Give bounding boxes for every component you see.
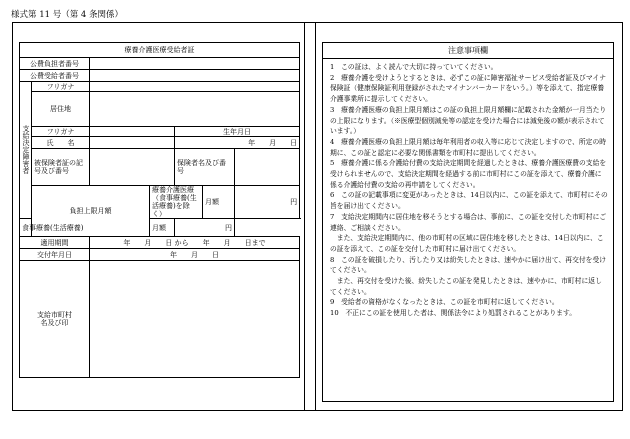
birthdate-label: 生年月日 <box>175 127 300 137</box>
medical-cap-month: 月額 <box>203 186 235 219</box>
municipality-label-text: 支給市町村名及び印 <box>37 311 72 327</box>
notice-item-9: 9 受給者の資格がなくなったときは、この証を市町村に返してください。 <box>330 298 559 307</box>
notice-item-7: 7 支給決定期間内に居住地を移そうとする場合は、事前に、この証を交付した市町村にご連絡、ご相談ください。 <box>330 212 607 232</box>
center-fold-line-left <box>304 22 305 411</box>
furigana-label-1: フリガナ <box>32 82 90 92</box>
medical-cap-label: 療養介護医療（食事療養(生活療養)を除く） <box>150 186 203 219</box>
insurer-field[interactable] <box>235 149 300 186</box>
insured-field[interactable] <box>90 149 175 186</box>
period-label: 適用期間 <box>20 237 90 249</box>
side-label <box>20 82 32 219</box>
name-label: 氏 名 <box>32 137 90 149</box>
municipality-stamp-field[interactable] <box>90 261 300 378</box>
period-field[interactable]: 年 月 日 から 年 月 日まで <box>90 237 300 249</box>
notice-item-8: 8 この証を破損したり、汚したり又は紛失したときは、速やかに届け出て、再交付を受けてください。 <box>330 255 607 275</box>
furigana-field-1[interactable] <box>90 82 300 92</box>
notice-item-5: 5 療養介護に係る介護給付費の支給決定期間を経過したときは、療養介護医療費の支給を受けられませんので、支給決定期間を経過する前に市町村にこの証を添えて、療養介護に係る介護給付費の支給の再申請をしてください。 <box>330 159 607 189</box>
birthdate-field[interactable]: 年 月 日 <box>175 137 300 149</box>
name-field[interactable] <box>90 137 175 149</box>
notice-panel <box>322 42 614 402</box>
payer-number-label: 公費負担者番号 <box>20 58 90 70</box>
notice-item-10: 10 不正にこの証を使用した者は、関係法令により処罰されることがあります。 <box>330 309 576 318</box>
medical-cap-yen[interactable]: 円 <box>235 186 300 219</box>
address-label: 居住地 <box>32 92 90 127</box>
notice-item-6: 6 この証の記載事項に変更があったときは、14日以内に、この証を添えて、市町村にその旨を届け出てください。 <box>330 191 608 211</box>
payer-number-field[interactable] <box>90 58 300 70</box>
meal-cap-yen[interactable]: 円 <box>175 219 235 237</box>
notice-item-4: 4 療養介護医療の負担上限月額は毎年利用者の収入等に応じて決定しますので、所定の時期に、この証と認定に必要な関係書類を市町村に提出してください。 <box>330 137 607 157</box>
center-fold-line-right <box>315 22 316 411</box>
cap-label: 負担上限月額 <box>32 186 150 237</box>
issue-date-label: 交付年月日 <box>20 249 90 261</box>
notice-item-8b: また、再交付を受けた後、紛失したこの証を発見したときは、速やかに、市町村に返してください。 <box>330 277 602 296</box>
recipient-number-label: 公費受給者番号 <box>20 70 90 82</box>
side-label-text: 支給決定障害者 <box>22 124 30 174</box>
meal-cap-label: 食事療養(生活療養) <box>20 219 90 237</box>
certificate-form <box>19 42 300 378</box>
form-title: 療養介護医療受給者証 <box>20 43 300 58</box>
insured-label: 被保険者証の記号及び番号 <box>32 149 90 186</box>
notice-item-7b: また、支給決定期間内に、他の市町村の区域に居住地を移したときは、14日以内に、この証を添えて、この証を交付した市町村に届け出てください。 <box>330 234 604 253</box>
notice-item-1: 1 この証は、よく読んで大切に持っていてください。 <box>330 63 498 71</box>
recipient-number-field[interactable] <box>90 70 300 82</box>
furigana-label-2: フリガナ <box>32 127 90 137</box>
notice-item-3: 3 療養介護医療の負担上限月額はこの証の負担上限月額欄に記載された金額が一月当たりの上限になります。（※医療型個別減免等の認定を受けた場合には減免後の額が表示されています。） <box>330 105 607 136</box>
issue-date-field[interactable]: 年 月 日 <box>90 249 300 261</box>
notice-body <box>323 59 613 319</box>
meal-cap-month: 月額 <box>150 219 175 237</box>
insurer-label: 保険者名及び番号 <box>175 149 235 186</box>
form-caption: 様式第 11 号（第 4 条関係） <box>11 10 124 20</box>
furigana-field-2[interactable] <box>90 127 175 137</box>
address-field[interactable] <box>90 92 300 127</box>
municipality-label <box>20 261 90 378</box>
notice-title: 注意事項欄 <box>323 43 613 59</box>
notice-item-2: 2 療養介護を受けようとするときは、必ずこの証に障害福祉サービス受給者証及びマイナ保険証（健康保険証利用登録がされたマイナンバーカードをいう。）等を添えて、指定療養介護事業所に提示してください。 <box>330 73 607 104</box>
